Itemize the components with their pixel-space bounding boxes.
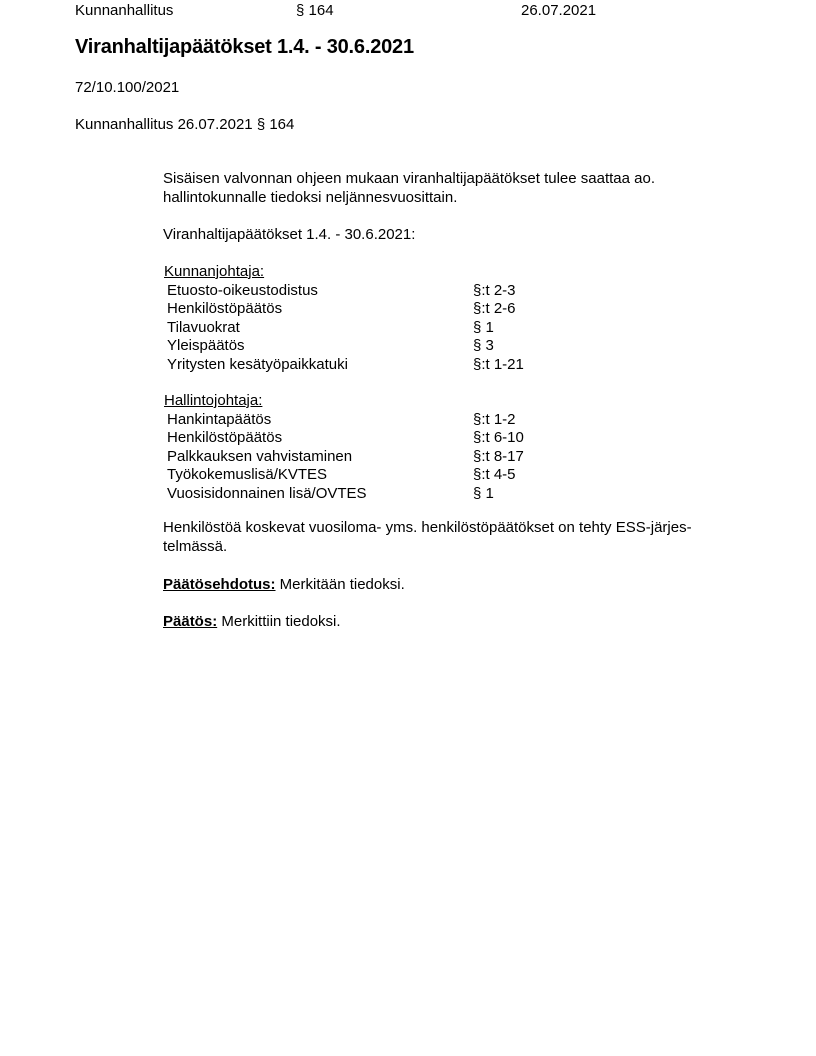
decision-paragraphs: §:t 4-5 — [473, 466, 516, 483]
decision-row — [163, 356, 753, 375]
proposal-line — [163, 576, 753, 593]
list-intro: Viranhaltijapäätökset 1.4. - 30.6.2021: — [163, 226, 416, 243]
ess-note-paragraph — [163, 518, 753, 556]
header-section-number: § 164 — [296, 2, 334, 19]
decision-row — [163, 411, 753, 430]
decision-label: Tilavuokrat — [167, 318, 240, 336]
decision-row — [163, 429, 753, 448]
decision-paragraphs: §:t 6-10 — [473, 429, 524, 446]
decision-label: Palkkauksen vahvistaminen — [167, 447, 353, 465]
intro-paragraph — [163, 169, 753, 207]
decision-row — [163, 466, 753, 485]
decision-paragraphs: §:t 2-3 — [473, 281, 516, 299]
case-number: 72/10.100/2021 — [75, 79, 180, 96]
decision-row — [163, 319, 753, 338]
decision-label: Työkokemuslisä/KVTES — [167, 466, 328, 483]
decision-label: Henkilöstöpäätös — [167, 429, 283, 446]
decision-row — [163, 300, 753, 319]
decision-label: Henkilöstöpäätös — [167, 300, 283, 317]
decision-paragraphs: §:t 8-17 — [473, 447, 524, 465]
section-heading: Kunnanjohtaja: — [164, 263, 265, 280]
intro-line: Sisäisen valvonnan ohjeen mukaan viranhaltijapäätökset tulee saattaa ao. — [163, 170, 655, 187]
decision-row — [163, 448, 753, 467]
section-heading: Hallintojohtaja: — [164, 392, 263, 409]
decision-label: Etuosto-oikeustodistus — [167, 281, 318, 299]
proposal-label: Päätösehdotus: — [163, 576, 276, 593]
proposal-text: Merkitään tiedoksi. — [275, 576, 405, 593]
decision-label: Yritysten kesätyöpaikkatuki — [167, 355, 348, 373]
decision-paragraphs: §:t 2-6 — [473, 300, 516, 317]
decision-label: Yleispäätös — [167, 337, 245, 354]
decision-row — [163, 337, 753, 356]
header-date: 26.07.2021 — [521, 2, 597, 19]
decision-label: Hankintapäätös — [167, 410, 272, 428]
section-kunnanjohtaja — [163, 263, 753, 374]
decision-line — [163, 613, 753, 630]
decision-row — [163, 282, 753, 301]
decision-paragraphs: § 1 — [473, 484, 494, 502]
decision-row — [163, 485, 753, 504]
ess-note-line: telmässä. — [163, 538, 228, 555]
decision-text: Merkittiin tiedoksi. — [217, 613, 341, 630]
section-hallintojohtaja — [163, 392, 753, 503]
decision-paragraphs: §:t 1-21 — [473, 355, 524, 373]
decision-label: Vuosisidonnainen lisä/OVTES — [167, 484, 367, 502]
decision-paragraphs: § 3 — [473, 337, 494, 354]
intro-line: hallintokunnalle tiedoksi neljännesvuosittain. — [163, 189, 458, 206]
ess-note-line: Henkilöstöä koskevat vuosiloma- yms. henkilöstöpäätökset on tehty ESS-järjes- — [163, 519, 692, 536]
meeting-reference: Kunnanhallitus 26.07.2021 § 164 — [75, 116, 295, 133]
page-title: Viranhaltijapäätökset 1.4. - 30.6.2021 — [75, 36, 414, 58]
decision-paragraphs: § 1 — [473, 318, 494, 336]
decision-paragraphs: §:t 1-2 — [473, 410, 516, 428]
header-committee: Kunnanhallitus — [75, 2, 174, 19]
decision-label: Päätös: — [163, 613, 218, 630]
